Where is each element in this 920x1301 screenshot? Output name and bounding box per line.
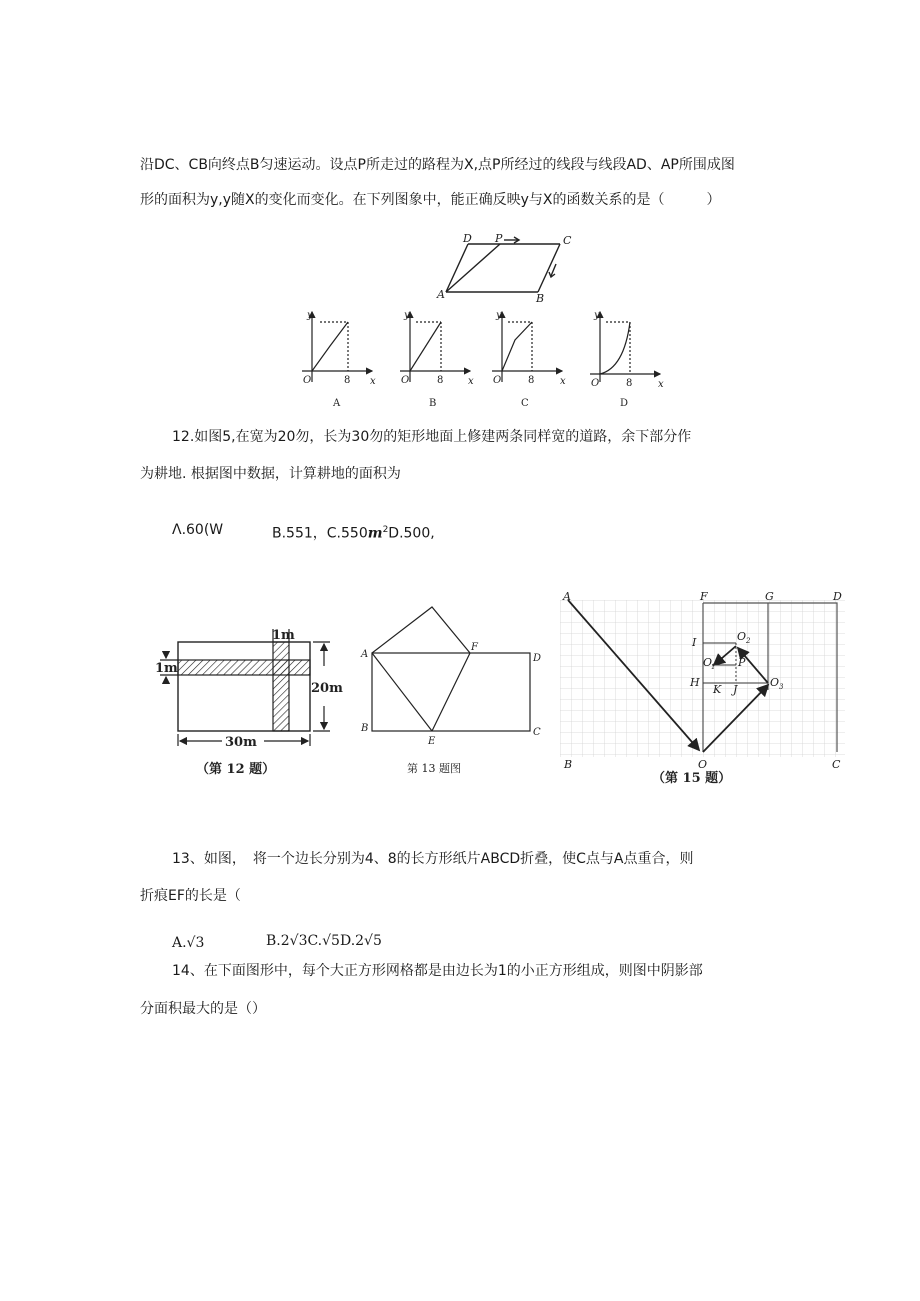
q12-line-2: 为耕地. 根据图中数据，计算耕地的面积为 [140, 466, 401, 482]
graph-a-option: A [333, 398, 341, 409]
label-b: B [564, 758, 573, 771]
q12-unit-sup: 2 [382, 525, 389, 535]
label-o: O [698, 758, 708, 771]
label-b: B [361, 723, 369, 734]
q12-option-a: Λ.60(W [172, 522, 224, 538]
label-o1-sub: 1 [711, 663, 716, 671]
label-a: A [437, 288, 445, 301]
label-i: I [692, 636, 697, 649]
label-c: C [563, 234, 572, 247]
label-p: P [738, 656, 746, 669]
label-g: G [765, 590, 774, 603]
label-e: E [428, 736, 436, 747]
label-left-1m: 1m [155, 661, 178, 676]
graph-b-tick: 8 [437, 375, 444, 386]
q13-line-2: 折痕EF的长是（ [140, 888, 241, 904]
label-k: K [713, 683, 722, 696]
q12-line-1: 12.如图5,在宽为20勿，长为30勿的矩形地面上修建两条同样宽的道路，余下部分作 [172, 429, 692, 445]
label-j: J [733, 683, 738, 696]
label-30m: 30m [225, 735, 257, 750]
caption-12: （第 12 题） [196, 762, 276, 777]
graph-c-o: O [493, 375, 502, 386]
graph-b-x: x [468, 376, 474, 387]
graph-d-option: D [620, 398, 629, 409]
label-20m: 20m [311, 681, 343, 696]
graph-a-y: y [307, 310, 313, 321]
graph-a-tick: 8 [344, 375, 351, 386]
text-line-2: 形的面积为y,y随X的变化而变化。在下列图象中，能正确反映y与X的函数关系的是（ ） [140, 192, 721, 208]
label-f: F [471, 642, 478, 653]
label-f: F [700, 590, 708, 603]
graph-d-y: y [594, 310, 600, 321]
label-c: C [533, 727, 541, 738]
graph-a-o: O [303, 375, 312, 386]
label-p: P [495, 232, 503, 245]
q12-unit-m: m [367, 525, 383, 542]
graph-b-o: O [401, 375, 410, 386]
label-b: B [536, 292, 545, 305]
text-line-1: 沿DC、CB向终点B匀速运动。设点P所走过的路程为X,点P所经过的线段与线段AD、AP所围成图 [140, 157, 735, 173]
label-c: C [832, 758, 841, 771]
label-o2: O [737, 630, 747, 643]
label-o1: O [703, 656, 713, 669]
q13-option-a: A.√3 [172, 935, 205, 951]
graph-c-x: x [560, 376, 566, 387]
label-o3: O [770, 676, 780, 689]
graph-c-option: C [521, 398, 529, 409]
label-a: A [361, 649, 369, 660]
graph-c-y: y [496, 310, 502, 321]
graph-a-x: x [370, 376, 376, 387]
graph-d-tick: 8 [626, 378, 633, 389]
caption-13: 第 13 题图 [407, 762, 461, 775]
label-h: H [690, 676, 700, 689]
label-d: D [833, 590, 842, 603]
q13-option-bcd: B.2√3C.√5D.2√5 [266, 933, 382, 949]
label-o3-sub: 3 [779, 683, 784, 691]
label-a: A [563, 590, 571, 603]
q12-option-bc-text: B.551，C.550 [272, 525, 368, 542]
label-top-1m: 1m [272, 628, 295, 643]
graph-b-option: B [429, 398, 437, 409]
q14-line-2: 分面积最大的是（） [140, 1001, 266, 1017]
label-d: D [463, 232, 472, 245]
graph-b-y: y [404, 310, 410, 321]
label-d: D [533, 653, 542, 664]
graph-c-tick: 8 [528, 375, 535, 386]
label-o2-sub: 2 [746, 637, 751, 645]
q12-option-d: D.500, [388, 525, 435, 542]
q14-line-1: 14、在下面图形中，每个大正方形网格都是由边长为1的小正方形组成，则图中阴影部 [172, 963, 703, 979]
graph-d-x: x [658, 379, 664, 390]
q13-line-1: 13、如图， 将一个边长分别为4、8的长方形纸片ABCD折叠，使C点与A点重合，则 [172, 851, 694, 867]
caption-15: （第 15 题） [652, 771, 732, 786]
graph-d-o: O [591, 378, 600, 389]
